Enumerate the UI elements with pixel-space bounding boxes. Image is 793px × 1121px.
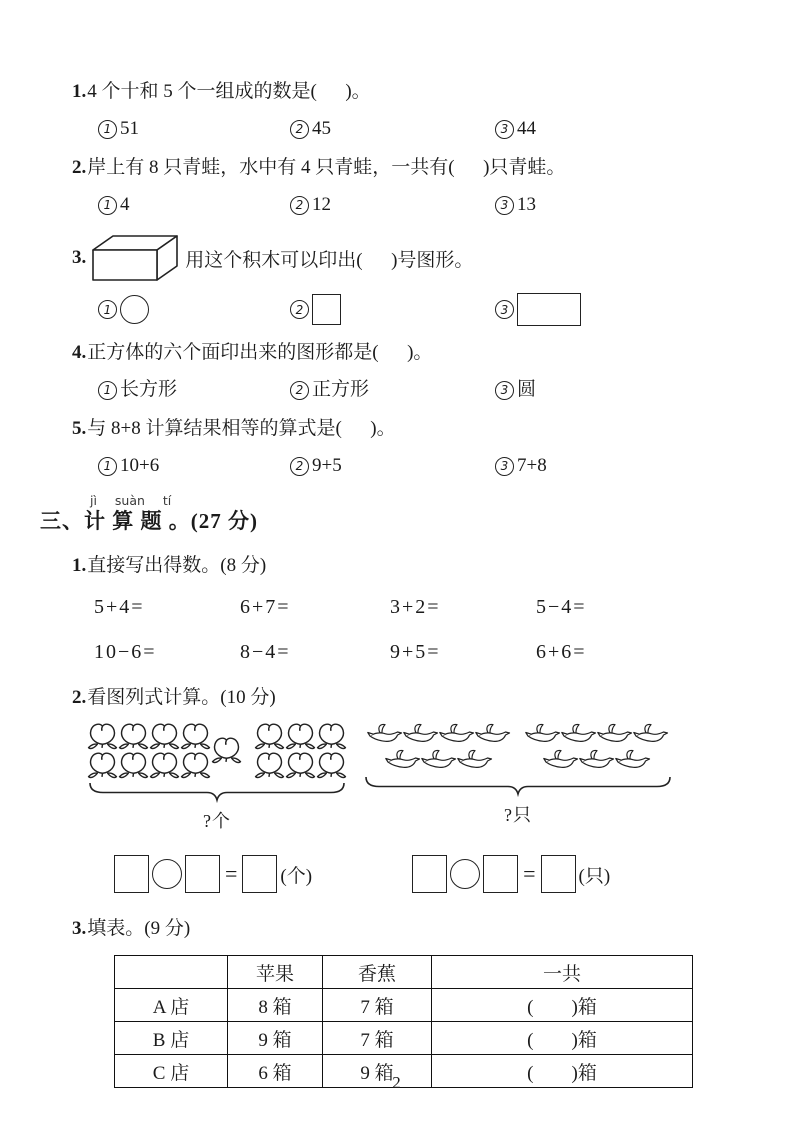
question-3 <box>58 232 735 326</box>
bird-icon <box>615 748 651 774</box>
rectangle-shape <box>517 293 581 326</box>
option-1 <box>98 117 290 141</box>
bird-icon <box>457 748 493 774</box>
question-3-number: 3. <box>72 247 87 268</box>
number-box <box>185 855 220 893</box>
store-cell: C 店 <box>115 1055 228 1088</box>
question-1 <box>58 80 735 141</box>
total-blank-cell: ( )箱 <box>432 1022 693 1055</box>
option-label: 45 <box>312 118 331 139</box>
question-2 <box>58 156 735 217</box>
question-2-number: 2. <box>72 157 87 178</box>
peach-icon <box>316 751 347 780</box>
banana-cell: 7 箱 <box>323 1022 432 1055</box>
bird-icon <box>597 722 633 748</box>
table-number: 3. <box>72 918 87 939</box>
table-subsection <box>58 917 735 1088</box>
circle-shape <box>120 295 149 324</box>
table-heading: 填表。(9 分) <box>87 918 191 939</box>
calc-item: 10−6= <box>94 641 157 663</box>
calc-item: 8−4= <box>240 641 291 663</box>
option-2 <box>290 117 495 141</box>
option-label: 圆 <box>517 379 537 400</box>
header-banana: 香蕉 <box>323 956 432 989</box>
circled-number-icon: 2 <box>290 457 309 476</box>
bird-equation <box>412 855 610 893</box>
peach-icon <box>118 751 149 780</box>
underbrace-icon <box>88 781 346 805</box>
calc-heading: 直接写出得数。(8 分) <box>87 555 267 576</box>
question-1-number: 1. <box>72 81 87 102</box>
bird-icon <box>561 722 597 748</box>
question-5-number: 5. <box>72 418 87 439</box>
unit-label: (个) <box>280 865 313 887</box>
question-1-text: 4 个十和 5 个一组成的数是( )。 <box>87 81 371 102</box>
circled-number-icon: 2 <box>290 381 309 400</box>
icon-row <box>211 736 242 765</box>
bird-icon <box>475 722 511 748</box>
bird-icon <box>579 748 615 774</box>
question-2-text: 岸上有 8 只青蛙，水中有 4 只青蛙，一共有( )只青蛙。 <box>87 157 566 178</box>
unit-label: (只) <box>578 865 611 887</box>
option-2 <box>290 193 495 217</box>
square-shape <box>312 294 341 325</box>
bird-icon <box>633 722 669 748</box>
bird-left-group <box>367 722 511 774</box>
icon-row <box>254 722 347 751</box>
option-label: 12 <box>312 194 331 215</box>
peach-icon <box>316 722 347 751</box>
peach-icon <box>180 722 211 751</box>
option-label: 51 <box>120 118 139 139</box>
question-4-options <box>98 378 735 402</box>
icon-row <box>254 751 347 780</box>
equals-sign: = <box>225 861 238 886</box>
option-label: 长方形 <box>120 379 178 400</box>
bird-icon <box>543 748 579 774</box>
bird-icon <box>403 722 439 748</box>
banana-cell: 7 箱 <box>323 989 432 1022</box>
picture-number: 2. <box>72 687 87 708</box>
picture-heading: 看图列式计算。(10 分) <box>87 687 276 708</box>
option-1 <box>98 378 290 402</box>
operator-circle <box>152 859 182 889</box>
equation-row <box>58 855 735 893</box>
option-label: 44 <box>517 118 536 139</box>
bird-icon <box>525 722 561 748</box>
peach-icon <box>254 751 285 780</box>
calc-item: 5−4= <box>536 596 587 618</box>
bird-icon <box>385 748 421 774</box>
calc-row-1 <box>94 596 735 619</box>
table-row <box>115 1022 693 1055</box>
peach-left-group <box>87 722 211 780</box>
circled-number-icon: 1 <box>98 457 117 476</box>
question-1-options <box>98 117 735 141</box>
option-1 <box>98 193 290 217</box>
circled-number-icon: 3 <box>495 196 514 215</box>
option-3 <box>495 293 735 326</box>
peach-icon <box>285 722 316 751</box>
calc-row-2 <box>94 641 735 664</box>
circled-number-icon: 1 <box>98 381 117 400</box>
icon-row <box>525 748 669 774</box>
circled-number-icon: 2 <box>290 196 309 215</box>
calc-number: 1. <box>72 555 87 576</box>
question-5-options <box>98 454 735 478</box>
picture-subsection <box>58 686 735 893</box>
total-blank-cell: ( )箱 <box>432 989 693 1022</box>
icon-row <box>87 751 211 780</box>
option-1 <box>98 295 290 324</box>
bird-picture <box>362 722 674 827</box>
cuboid-icon <box>89 232 181 284</box>
icon-row <box>367 722 511 748</box>
question-2-options <box>98 193 735 217</box>
bird-icon <box>421 748 457 774</box>
peach-icon <box>149 722 180 751</box>
circled-number-icon: 3 <box>495 300 514 319</box>
option-label: 13 <box>517 194 536 215</box>
calc-item: 3+2= <box>390 596 441 618</box>
peach-middle <box>211 736 242 765</box>
option-1 <box>98 454 290 478</box>
option-3 <box>495 193 735 217</box>
peach-icon <box>211 736 242 765</box>
bird-icon <box>439 722 475 748</box>
circled-number-icon: 2 <box>290 300 309 319</box>
option-label: 7+8 <box>517 455 547 476</box>
number-box <box>412 855 447 893</box>
calc-item: 5+4= <box>94 596 145 618</box>
header-apple: 苹果 <box>228 956 323 989</box>
option-label: 9+5 <box>312 455 342 476</box>
number-box <box>483 855 518 893</box>
circled-number-icon: 3 <box>495 457 514 476</box>
option-2 <box>290 378 495 402</box>
option-label: 10+6 <box>120 455 160 476</box>
peach-picture <box>86 722 348 833</box>
option-label: 4 <box>120 194 130 215</box>
peach-icon <box>118 722 149 751</box>
store-cell: A 店 <box>115 989 228 1022</box>
equals-sign: = <box>523 861 536 886</box>
store-cell: B 店 <box>115 1022 228 1055</box>
apple-cell: 9 箱 <box>228 1022 323 1055</box>
answer-box <box>541 855 576 893</box>
option-2 <box>290 294 495 325</box>
total-blank-cell: ( )箱 <box>432 1055 693 1088</box>
section-calculation <box>40 493 735 534</box>
icon-row <box>525 722 669 748</box>
number-box <box>114 855 149 893</box>
apple-cell: 8 箱 <box>228 989 323 1022</box>
option-3 <box>495 117 735 141</box>
icon-row <box>87 722 211 751</box>
circled-number-icon: 1 <box>98 120 117 139</box>
option-2 <box>290 454 495 478</box>
underbrace-icon <box>364 775 672 799</box>
page-number: 2 <box>392 1073 401 1092</box>
peach-icon <box>285 751 316 780</box>
apple-cell: 6 箱 <box>228 1055 323 1088</box>
question-3-options <box>98 293 735 326</box>
question-3-text: 用这个积木可以印出( )号图形。 <box>185 249 474 271</box>
bird-right-group <box>525 722 669 774</box>
peach-icon <box>149 751 180 780</box>
header-blank <box>115 956 228 989</box>
peach-equation <box>114 855 312 893</box>
icon-row <box>367 748 511 774</box>
circled-number-icon: 3 <box>495 381 514 400</box>
question-4 <box>58 341 735 402</box>
banana-cell: 9 箱 <box>323 1055 432 1088</box>
circled-number-icon: 1 <box>98 300 117 319</box>
table-row <box>115 989 693 1022</box>
option-3 <box>495 378 735 402</box>
circled-number-icon: 1 <box>98 196 117 215</box>
peach-question-label: ?个 <box>203 811 231 831</box>
circled-number-icon: 3 <box>495 120 514 139</box>
bird-icon <box>367 722 403 748</box>
fill-table <box>114 955 693 1088</box>
peach-right-group <box>254 722 347 780</box>
calc-item: 9+5= <box>390 641 441 663</box>
question-5 <box>58 417 735 478</box>
calc-item: 6+6= <box>536 641 587 663</box>
calc-subsection <box>58 554 735 664</box>
peach-icon <box>180 751 211 780</box>
question-5-text: 与 8+8 计算结果相等的算式是( )。 <box>87 418 396 439</box>
section-title: 三、计 算 题 。(27 分) <box>40 509 258 533</box>
bird-question-label: ?只 <box>504 805 532 825</box>
operator-circle <box>450 859 480 889</box>
peach-icon <box>87 722 118 751</box>
circled-number-icon: 2 <box>290 120 309 139</box>
question-4-number: 4. <box>72 342 87 363</box>
answer-box <box>242 855 277 893</box>
peach-icon <box>87 751 118 780</box>
calc-item: 6+7= <box>240 596 291 618</box>
peach-icon <box>254 722 285 751</box>
option-label: 正方形 <box>312 379 370 400</box>
option-3 <box>495 454 735 478</box>
header-total: 一共 <box>432 956 693 989</box>
table-header-row <box>115 956 693 989</box>
question-4-text: 正方体的六个面印出来的图形都是( )。 <box>87 342 433 363</box>
section-pinyin: jì suàn tí <box>90 493 172 508</box>
